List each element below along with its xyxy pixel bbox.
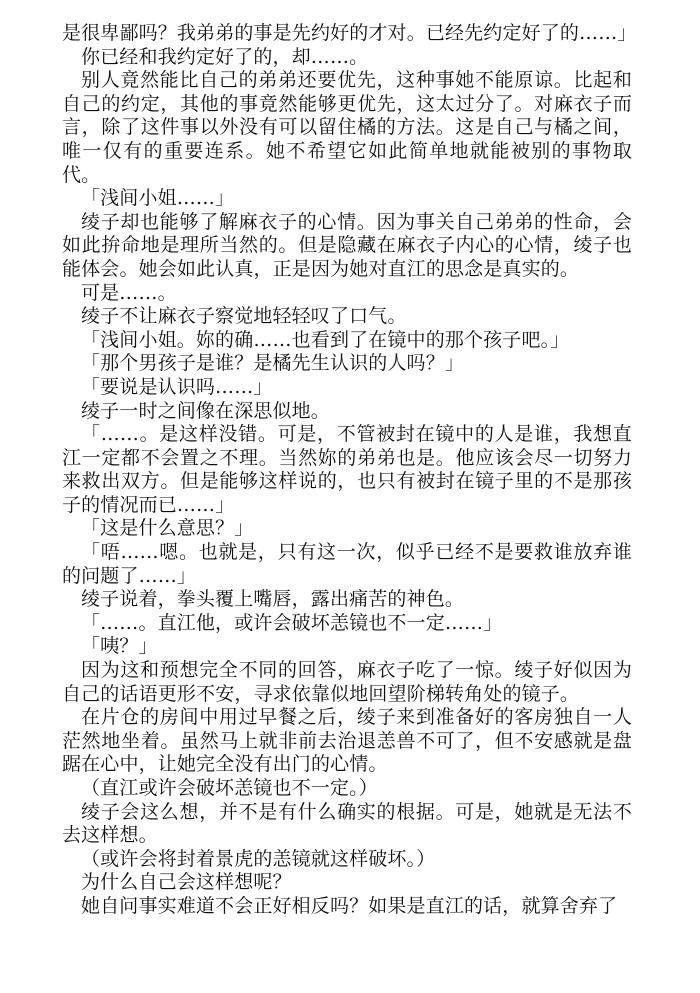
paragraph: 「唔……嗯。也就是，只有这一次，似乎已经不是要救谁放弃谁的问题了……」 <box>62 541 632 587</box>
paragraph: 绫子会这么想，并不是有什么确实的根据。可是，她就是无法不去这样想。 <box>62 800 632 847</box>
paragraph: 「……。直江他，或许会破坏恙镜也不一定……」 <box>81 611 503 634</box>
paragraph: 别人竟然能比自己的弟弟还要优先，这种事她不能原谅。比起和自己的约定，其他的事竟然能够更优先，这太过分了。对麻衣子而言，除了这件事以外没有可以留住橘的方法。这是自己与橘之间，唯一仅有的重要连系。她不希望它如此简单地就能被别的事物取代。 <box>62 69 632 186</box>
text-page <box>62 22 637 919</box>
paragraph: （或许会将封着景虎的恙镜就这样破坏。） <box>81 847 436 870</box>
paragraph: 因为这和预想完全不同的回答，麻衣子吃了一惊。绫子好似因为自己的话语更形不安，寻求依靠似地回望阶梯转角处的镜子。 <box>62 659 632 705</box>
paragraph: 为什么自己会这样想呢？ <box>81 871 292 894</box>
paragraph: 「……。是这样没错。可是，不管被封在镜中的人是谁，我想直江一定都不会置之不理。当然妳的弟弟也是。他应该会尽一切努力来救出双方。但是能够这样说的，也只有被封在镜子里的不是那孩子的情况而已……」 <box>62 423 632 516</box>
paragraph: 「要说是认识吗……」 <box>81 375 273 398</box>
paragraph: 可是……。 <box>81 281 177 304</box>
paragraph: 「那个男孩子是谁？是橘先生认识的人吗？」 <box>81 352 465 375</box>
paragraph: 绫子却也能够了解麻衣子的心情。因为事关自己弟弟的性命，会如此拚命地是理所当然的。但是隐藏在麻衣子内心的心情，绫子也能体会。她会如此认真，正是因为她对直江的思念是真实的。 <box>62 210 632 280</box>
paragraph: 「浅间小姐……」 <box>81 187 235 210</box>
paragraph: 绫子不让麻衣子察觉地轻轻叹了口气。 <box>81 305 407 328</box>
paragraph: （直江或许会破坏恙镜也不一定。） <box>81 777 378 799</box>
paragraph: 「浅间小姐。妳的确……也看到了在镜中的那个孩子吧。」 <box>81 328 570 351</box>
paragraph: 你已经和我约定好了的，却……。 <box>81 45 369 68</box>
paragraph: 是很卑鄙吗？我弟弟的事是先约好的才对。已经先约定好了的……」 <box>62 22 637 44</box>
paragraph: 「这是什么意思？」 <box>81 517 254 540</box>
paragraph: 在片仓的房间中用过早餐之后，绫子来到准备好的客房独自一人茫然地坐着。虽然马上就非前去治退恙兽不可了，但不安感就是盘踞在心中，让她完全没有出门的心情。 <box>62 706 632 776</box>
paragraph: 「咦？」 <box>81 635 158 658</box>
paragraph: 绫子一时之间像在深思似地。 <box>81 399 330 422</box>
paragraph: 她自问事实难道不会正好相反吗？如果是直江的话，就算舍弃了 <box>81 894 618 917</box>
paragraph: 绫子说着，拳头覆上嘴唇，露出痛苦的神色。 <box>81 588 465 611</box>
